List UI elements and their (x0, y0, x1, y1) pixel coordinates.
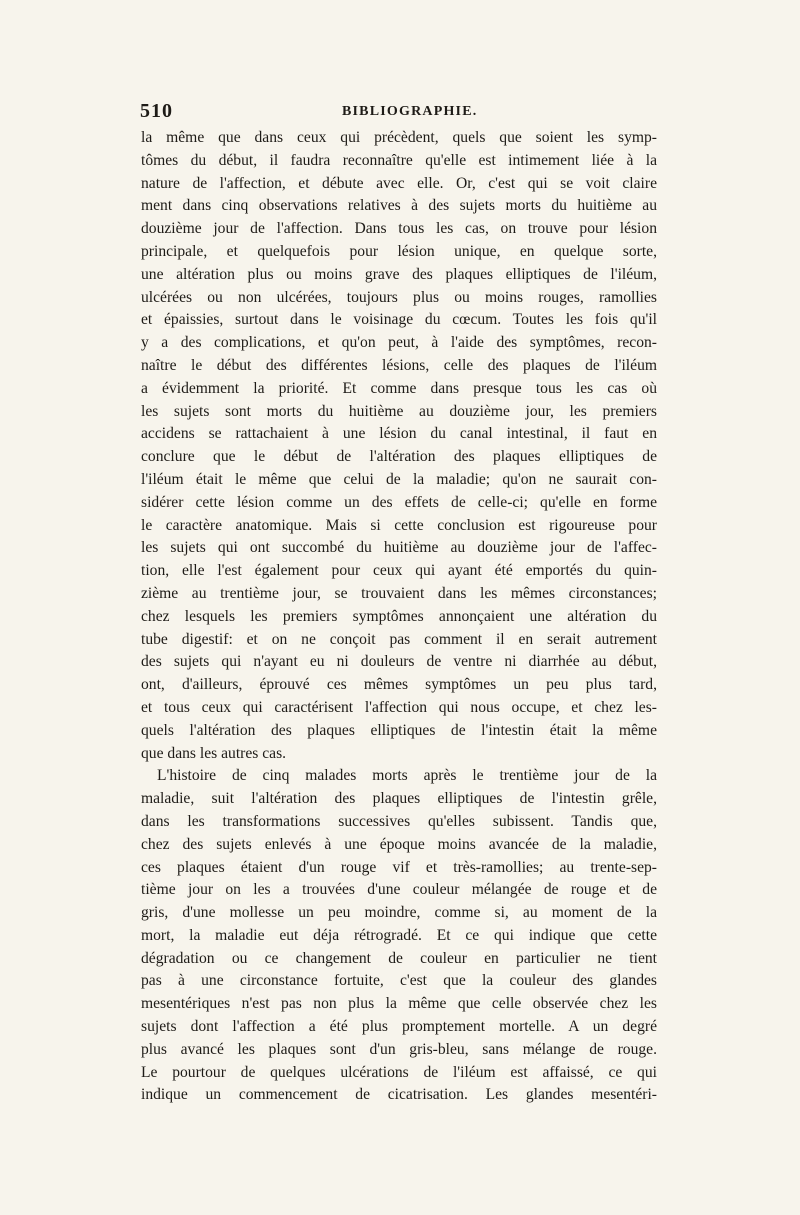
text-line: Le pourtour de quelques ulcérations de l'iléum est affaissé, ce qui (141, 1063, 657, 1081)
text-line: tube digestif: et on ne conçoit pas comment il en serait autrement (141, 630, 657, 648)
text-line: pas à une circonstance fortuite, c'est que la couleur des glandes (141, 972, 657, 990)
text-line: les sujets qui ont succombé du huitième au douzième jour de l'affec- (141, 539, 657, 557)
text-line: chez lesquels les premiers symptômes annonçaient une altération du (141, 607, 657, 625)
text-line: la même que dans ceux qui précèdent, quels que soient les symp- (141, 129, 657, 146)
text-line: ces plaques étaient d'un rouge vif et très-ramollies; au trente-sep- (141, 858, 657, 876)
text-line: ulcérées ou non ulcérées, toujours plus ou moins rouges, ramollies (141, 288, 657, 306)
text-line: le caractère anatomique. Mais si cette conclusion est rigoureuse pour (141, 516, 657, 534)
text-line: tion, elle l'est également pour ceux qui ayant été emportés du quin- (141, 562, 657, 580)
body-text (141, 127, 657, 1107)
text-line: accidens se rattachaient à une lésion du canal intestinal, il faut en (141, 425, 657, 443)
text-line: y a des complications, et qu'on peut, à l'aide des symptômes, recon- (141, 334, 657, 352)
text-line: maladie, suit l'altération des plaques elliptiques de l'intestin grêle, (141, 790, 657, 808)
running-title: BIBLIOGRAPHIE. (342, 104, 478, 119)
text-line: plus avancé les plaques sont d'un gris-bleu, sans mélange de rouge. (141, 1040, 657, 1058)
paragraph-last-line: que dans les autres cas. (141, 744, 287, 762)
text-line: tième jour on les a trouvées d'une couleur mélangée de rouge et de (141, 881, 657, 899)
running-head (140, 100, 662, 128)
page-number: 510 (140, 100, 173, 122)
text-line: sujets dont l'affection a été plus promptement mortelle. A un degré (141, 1018, 657, 1036)
text-line: l'iléum était le même que celui de la maladie; qu'on ne saurait con- (141, 470, 657, 488)
text-line: les sujets sont morts du huitième au douzième jour, les premiers (141, 402, 657, 420)
text-line: chez des sujets enlevés à une époque moins avancée de la maladie, (141, 835, 657, 853)
text-line: principale, et quelquefois pour lésion unique, en quelque sorte, (141, 242, 657, 260)
text-line: et tous ceux qui caractérisent l'affection qui nous occupe, et chez les- (141, 698, 657, 716)
text-line: ment dans cinq observations relatives à des sujets morts du huitième au (141, 197, 657, 215)
paragraph-first-line: L'histoire de cinq malades morts après le trentième jour de la (157, 767, 657, 785)
text-line: zième au trentième jour, se trouvaient dans les mêmes circonstances; (141, 584, 657, 602)
text-line: tômes du début, il faudra reconnaître qu'elle est intimement liée à la (141, 151, 657, 169)
text-line: conclure que le début de l'altération des plaques elliptiques de (141, 448, 657, 466)
text-line: a évidemment la priorité. Et comme dans presque tous les cas où (141, 379, 657, 397)
text-line: naître le début des différentes lésions, celle des plaques de l'iléum (141, 356, 657, 374)
text-line: une altération plus ou moins grave des plaques elliptiques de l'iléum, (141, 265, 657, 283)
text-line: des sujets qui n'ayant eu ni douleurs de ventre ni diarrhée au début, (141, 653, 657, 671)
text-line: douzième jour de l'affection. Dans tous les cas, on trouve pour lésion (141, 220, 657, 238)
text-line: et épaissies, surtout dans le voisinage du cœcum. Toutes les fois qu'il (141, 311, 657, 329)
text-line: mort, la maladie eut déja rétrogradé. Et ce qui indique que cette (141, 926, 657, 944)
text-line: dégradation ou ce changement de couleur en particulier ne tient (141, 949, 657, 967)
text-line: sidérer cette lésion comme un des effets de celle-ci; qu'elle en forme (141, 493, 657, 511)
text-line: quels l'altération des plaques elliptiques de l'intestin était la même (141, 721, 657, 739)
text-line: indique un commencement de cicatrisation. Les glandes mesentéri- (141, 1086, 657, 1104)
text-line: ont, d'ailleurs, éprouvé ces mêmes symptômes un peu plus tard, (141, 676, 657, 694)
text-line: mesentériques n'est pas non plus la même que celle observée chez les (141, 995, 657, 1013)
text-line: nature de l'affection, et débute avec elle. Or, c'est qui se voit claire (141, 174, 657, 192)
text-line: gris, d'une mollesse un peu moindre, comme si, au moment de la (141, 904, 657, 922)
text-line: dans les transformations successives qu'elles subissent. Tandis que, (141, 812, 657, 830)
